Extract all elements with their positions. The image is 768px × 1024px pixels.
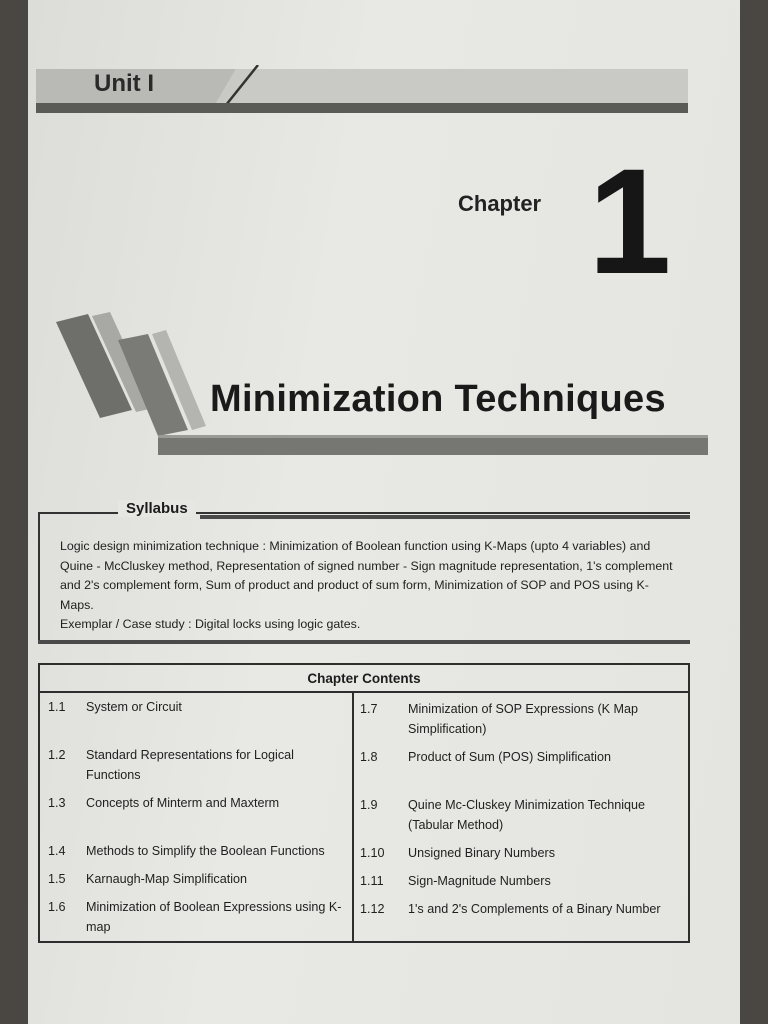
contents-item-number: 1.4 (48, 844, 66, 858)
syllabus-heading: Syllabus (118, 500, 196, 517)
contents-item-title: Minimization of SOP Expressions (K Map Simplification) (408, 702, 639, 736)
syllabus-bottom-rule (38, 640, 690, 644)
contents-item-title: Standard Representations for Logical Functions (86, 748, 294, 782)
chapter-contents-table (38, 663, 690, 943)
book-page (28, 0, 740, 1024)
contents-item-number: 1.1 (48, 700, 66, 714)
contents-item-title: Sign-Magnitude Numbers (408, 874, 551, 888)
contents-item-title: Product of Sum (POS) Simplification (408, 750, 611, 764)
contents-item-number: 1.2 (48, 748, 66, 762)
chapter-label: Chapter (458, 191, 542, 216)
chapter-contents-heading: Chapter Contents (40, 665, 688, 693)
syllabus-body (60, 537, 678, 635)
contents-item-title: 1's and 2's Complements of a Binary Number (408, 902, 661, 916)
contents-item-title: System or Circuit (86, 700, 182, 714)
chapter-title: Minimization Techniques (210, 378, 666, 420)
contents-item-number: 1.5 (48, 872, 66, 886)
column-divider (352, 693, 354, 941)
syllabus-paragraph: Logic design minimization technique : Minimization of Boolean function using K-Maps (upto 4 variables) and Quine - McCluskey method, Representation of signed number - Sign magnitude representation, 1's complement and 2's complement form, Sum of product and product of sum form, Minimization of SOP and POS using K-Maps. (60, 539, 673, 612)
contents-item-number: 1.7 (360, 702, 378, 716)
contents-item-title: Quine Mc-Cluskey Minimization Technique (Tabular Method) (408, 798, 646, 832)
syllabus-heading-rule (200, 515, 690, 519)
contents-item-title: Karnaugh-Map Simplification (86, 872, 248, 886)
contents-item-number: 1.11 (360, 874, 384, 888)
contents-item-title: Concepts of Minterm and Maxterm (86, 796, 280, 810)
syllabus-exemplar: Exemplar / Case study : Digital locks using logic gates. (60, 617, 361, 631)
contents-item-number: 1.9 (360, 798, 378, 812)
contents-item-number: 1.3 (48, 796, 66, 810)
contents-item-number: 1.8 (360, 750, 378, 764)
contents-item-number: 1.12 (360, 902, 385, 916)
contents-item-number: 1.6 (48, 900, 66, 914)
contents-item-title: Minimization of Boolean Expressions using K-map (86, 900, 342, 934)
chapter-number: 1 (588, 137, 672, 305)
contents-item-title: Unsigned Binary Numbers (408, 846, 555, 860)
unit-title: Unit I (94, 70, 154, 97)
contents-item-title: Methods to Simplify the Boolean Functions (86, 844, 325, 858)
contents-item-number: 1.10 (360, 846, 385, 860)
